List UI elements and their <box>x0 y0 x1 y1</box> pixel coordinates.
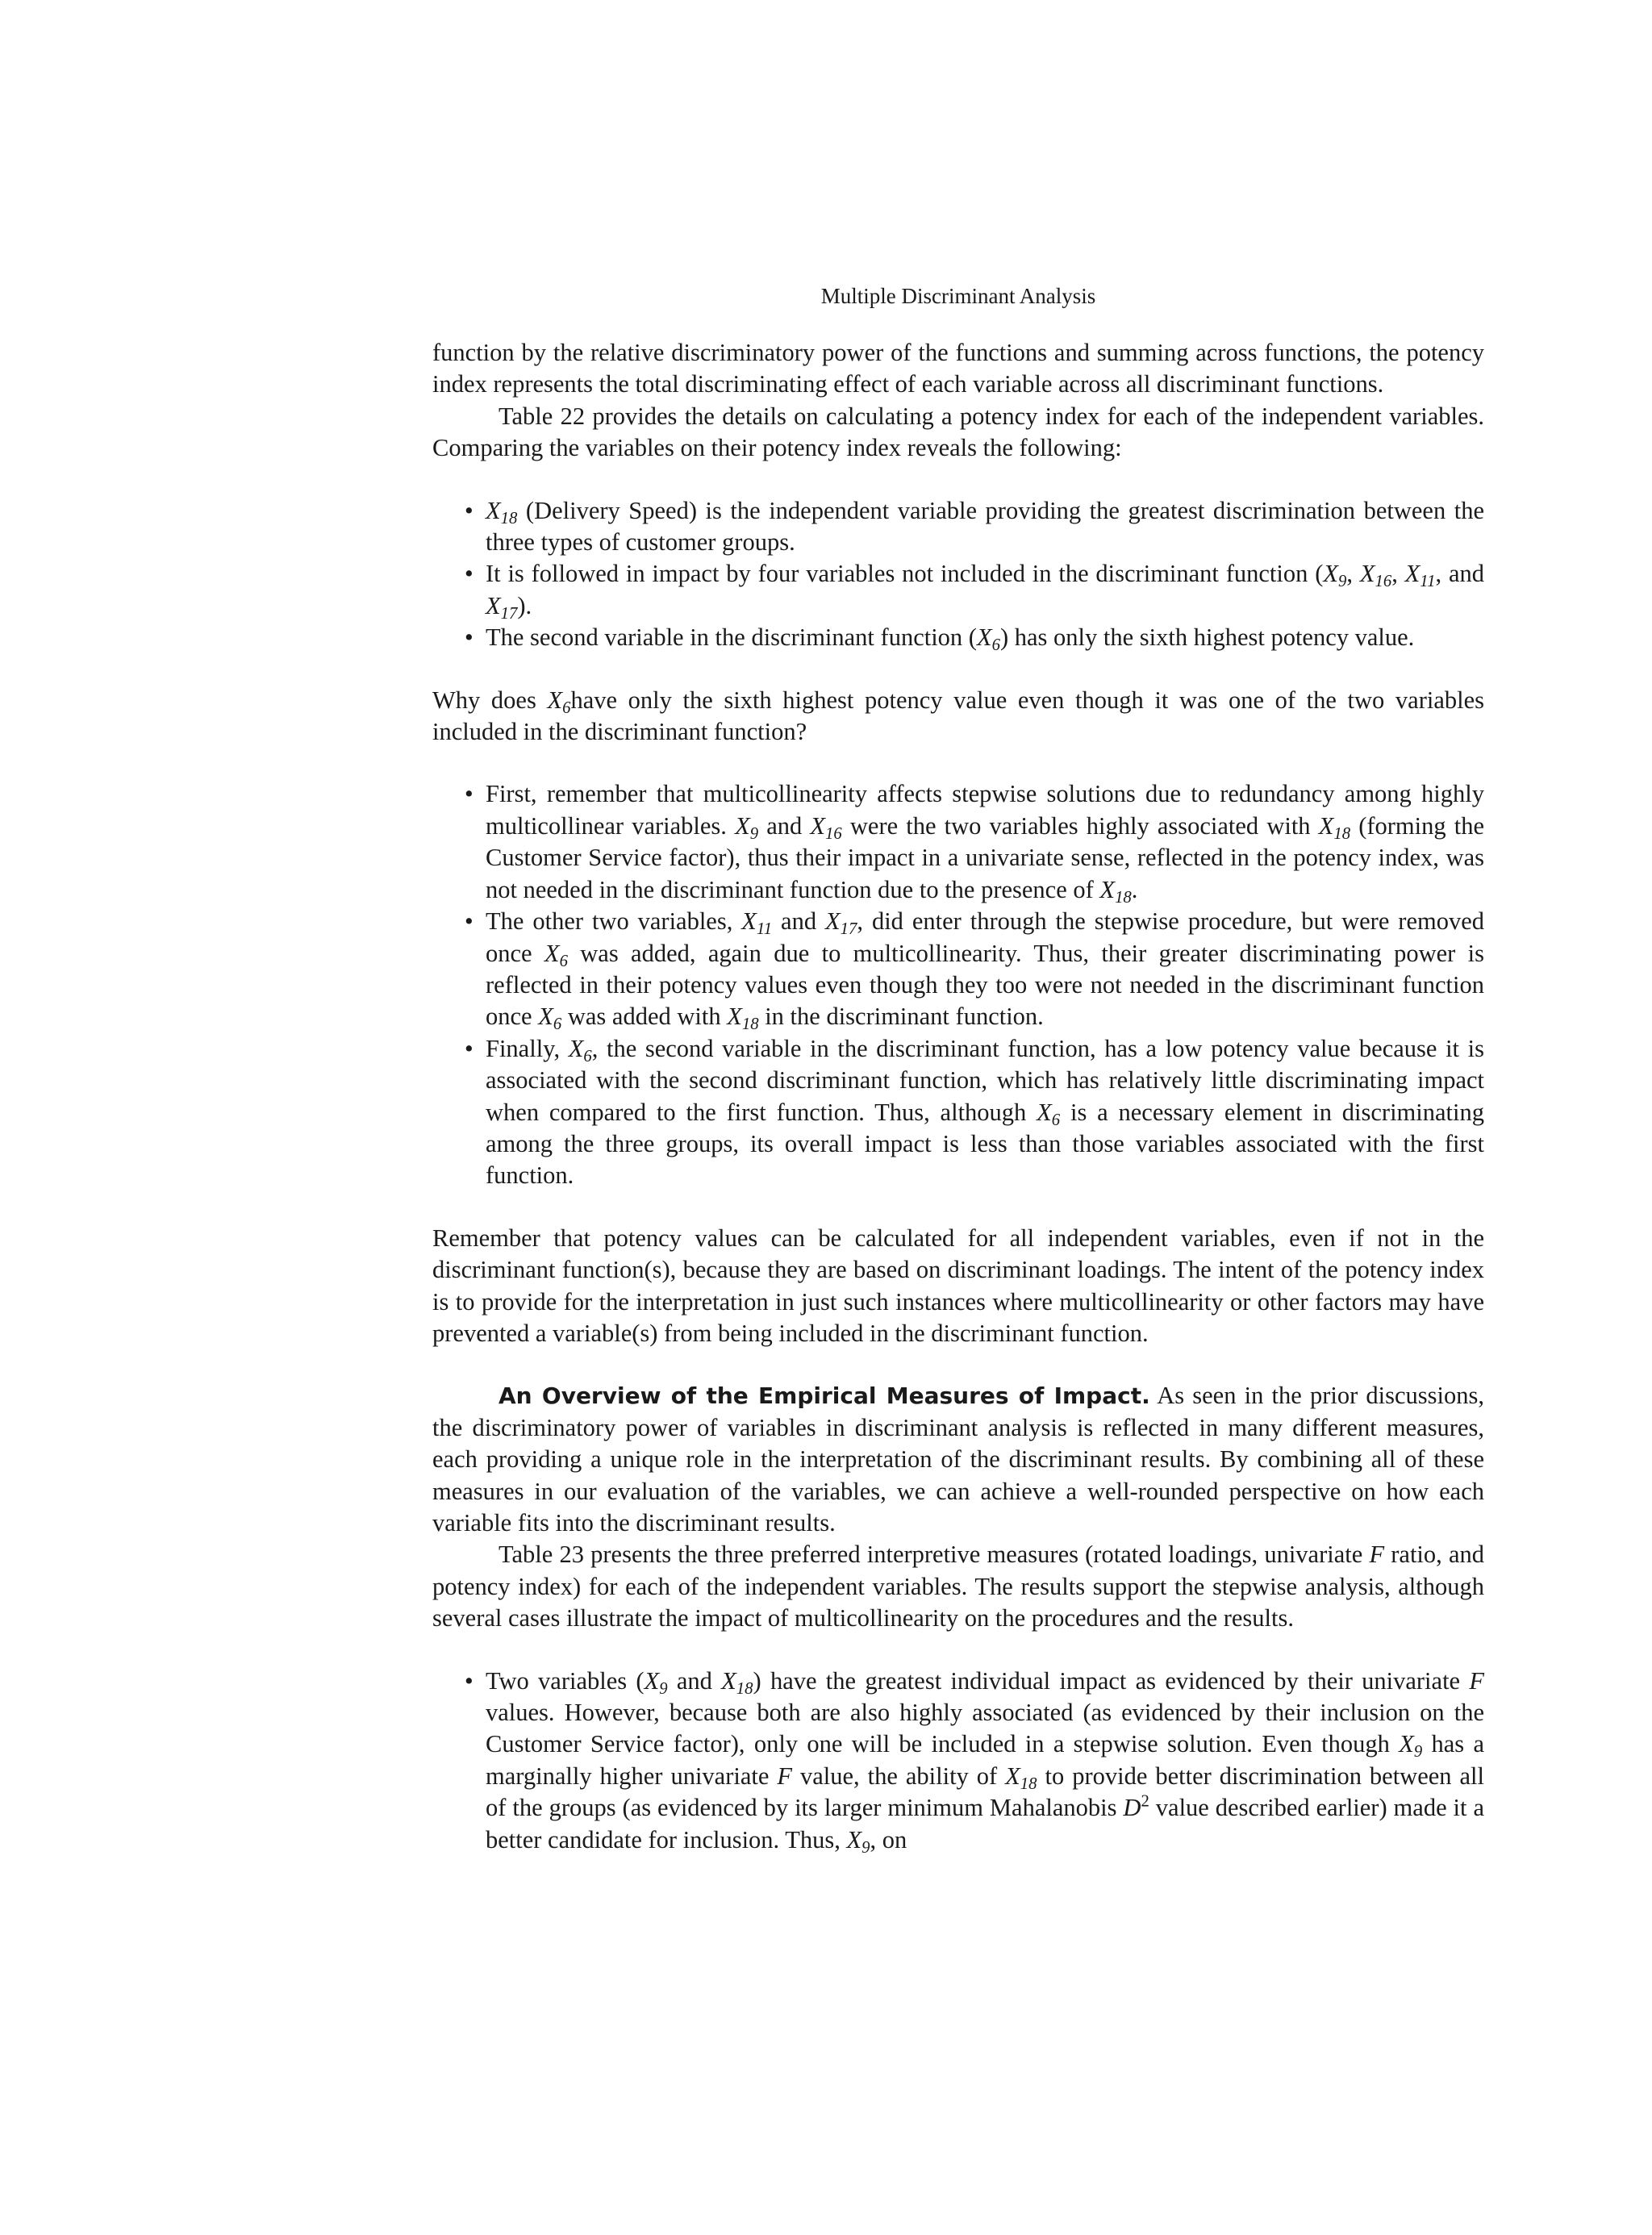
list-item: • The other two variables, $X_{11}$ and $X_{17}$, did enter through the stepwise procedure, but were removed once $X_6$ was added, again due to multicollinearity. Thus, their greater discriminating power is reflected in their potency values even though they too were not needed in the discriminant function once $X_6$ was added with $X_{18}$ in the discriminant function. <box>432 906 1484 1033</box>
paragraph-potency-remember: Remember that potency values can be calculated for all independent variables, even if not in the discriminant function(s), because they are based on discriminant loadings. The intent of the potency index is to provide for the interpretation in just such instances where multicollinearity or other factors may have prevented a variable(s) from being included in the discriminant function. <box>432 1224 1484 1347</box>
list-item: • $X_{18}$ (Delivery Speed) is the independent variable providing the greatest discrimination between the three types of customer groups. <box>432 495 1484 559</box>
list-item: • It is followed in impact by four variables not included in the discriminant function ($X_9$, $X_{16}$, $X_{11}$, and $X_{17}$). <box>432 558 1484 622</box>
body-text <box>432 337 1484 1856</box>
section-heading: An Overview of the Empirical Measures of Impact. <box>499 1382 1150 1410</box>
paragraph-empirical-overview: An Overview of the Empirical Measures of Impact. As seen in the prior discussions, the discriminatory power of variables in discriminant analysis is reflected in many different measures, each providing a unique role in the interpretation of the discriminant results. By combining all of these measures in our evaluation of the variables, we can achieve a well-rounded perspective on how each variable fits into the discriminant results. <box>432 1382 1484 1537</box>
bullet-list-interpretation <box>432 1666 1484 1856</box>
list-item: • Finally, $X_6$, the second variable in the discriminant function, has a low potency value because it is associated with the second discriminant function, which has relatively little discriminating impact when compared to the first function. Thus, although $X_6$ is a necessary element in discriminating among the three groups, its overall impact is less than those variables associated with the first function. <box>432 1033 1484 1192</box>
bullet-list-potency <box>432 495 1484 654</box>
list-item: • The second variable in the discriminant function $(X_6)$ has only the sixth highest potency value. <box>432 622 1484 653</box>
paragraph-table22-intro: Table 22 provides the details on calculating a potency index for each of the independent variables. Comparing the variables on their potency index reveals the following: <box>432 402 1484 462</box>
paragraph-potency-index-summary: function by the relative discriminatory power of the functions and summing across functions, the potency index represents the total discriminating effect of each variable across all discriminant functions. <box>432 339 1484 398</box>
list-item: • Two variables ($X_9$ and $X_{18}$) have the greatest individual impact as evidenced by their univariate F values. However, because both are also highly associated (as evidenced by their inclusion on the Customer Service factor), only one will be included in a stepwise solution. Even though $X_9$ has a marginally higher univariate F value, the ability of $X_{18}$ to provide better discrimination between all of the groups (as evidenced by its larger minimum Mahalanobis $D^2$ value described earlier) made it a better candidate for inclusion. Thus, $X_9$, on <box>432 1666 1484 1856</box>
paragraph-question: Why does $X_6have$ only the sixth highest potency value even though it was one of the two variables included in the discriminant function? <box>432 686 1484 746</box>
running-header: Multiple Discriminant Analysis <box>820 284 1096 308</box>
list-item: • First, remember that multicollinearity affects stepwise solutions due to redundancy among highly multicollinear variables. $X_9$ and $X_{16}$ were the two variables highly associated with $X_{18}$ (forming the Customer Service factor), thus their impact in a univariate sense, reflected in the potency index, was not needed in the discriminant function due to the presence of $X_{18}$. <box>432 778 1484 906</box>
paragraph-table23-intro: Table 23 presents the three preferred interpretive measures (rotated loadings, univariate F ratio, and potency index) for each of the independent variables. The results support the stepwise analysis, although several cases illustrate the impact of multicollinearity on the procedures and the results. <box>432 1541 1484 1632</box>
bullet-list-multicollinearity <box>432 778 1484 1191</box>
variable-symbol: X <box>486 496 501 524</box>
